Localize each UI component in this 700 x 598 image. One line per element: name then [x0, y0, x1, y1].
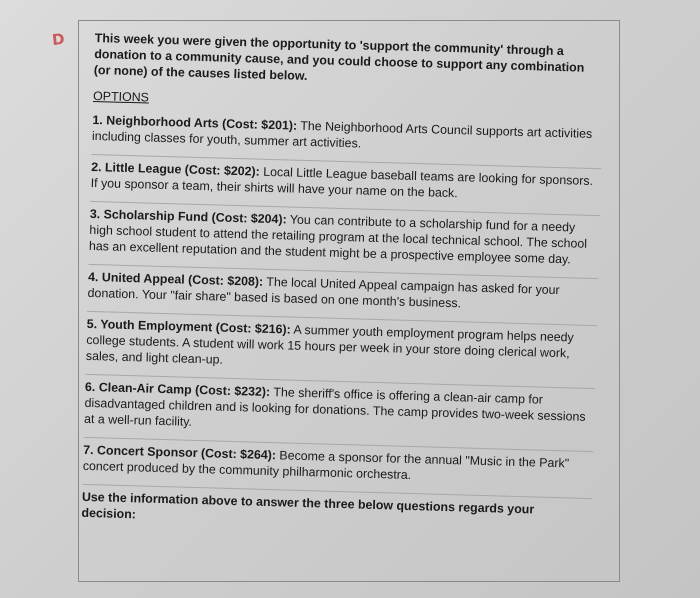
- document-body: [80, 30, 605, 584]
- option-title: 1. Neighborhood Arts (Cost: $201):: [92, 112, 298, 133]
- option-title: 5. Youth Employment (Cost: $216):: [86, 316, 291, 337]
- option-item: [86, 316, 597, 382]
- closing-instruction: Use the information above to answer the three below questions regards your decision:: [81, 489, 535, 522]
- option-description: You can contribute to a scholarship fund for a needy high school student to attend the retailing program at the local technical school. The school has an excellent reputation and the student might be a prospective employee some day.: [88, 212, 588, 267]
- intro-text: This week you were given the opportunity to 'support the community' through a donation to a community cause, and you could choose to support any combination (or none) of the causes listed below.: [93, 30, 585, 83]
- option-description: Become a sponsor for the annual "Music in the Park" concert produced by the community philharmonic orchestra.: [82, 448, 570, 482]
- option-description: The local United Appeal campaign has asked for your donation. Your "fair share" based is based on one month's business.: [87, 274, 560, 311]
- options-heading: OPTIONS: [92, 88, 150, 105]
- option-item: [84, 379, 595, 445]
- option-title: 7. Concert Sponsor (Cost: $264):: [83, 442, 277, 463]
- option-title: 6. Clean-Air Camp (Cost: $232):: [84, 379, 271, 400]
- option-title: 3. Scholarship Fund (Cost: $204):: [89, 206, 287, 227]
- option-title: 2. Little League (Cost: $202):: [90, 159, 260, 179]
- option-item: [92, 112, 603, 162]
- option-title: 4. United Appeal (Cost: $208):: [87, 269, 264, 289]
- option-description: A summer youth employment program helps needy college students. A student will work 15 hours per week in your store doing clerical work, sales, and light clean-up.: [85, 322, 574, 367]
- option-description: Local Little League baseball teams are looking for sponsors. If you sponsor a team, their shirts will have your name on the back.: [90, 164, 594, 201]
- option-description: The sheriff's office is offering a clean-air camp for disadvantaged children and is looking for donations. The camp provides two-week sessions at a well-run facility.: [83, 385, 586, 429]
- option-description: The Neighborhood Arts Council supports art activities including classes for youth, summer art activities.: [91, 118, 593, 151]
- d-letter-icon: D: [51, 29, 66, 50]
- option-item: [89, 206, 600, 272]
